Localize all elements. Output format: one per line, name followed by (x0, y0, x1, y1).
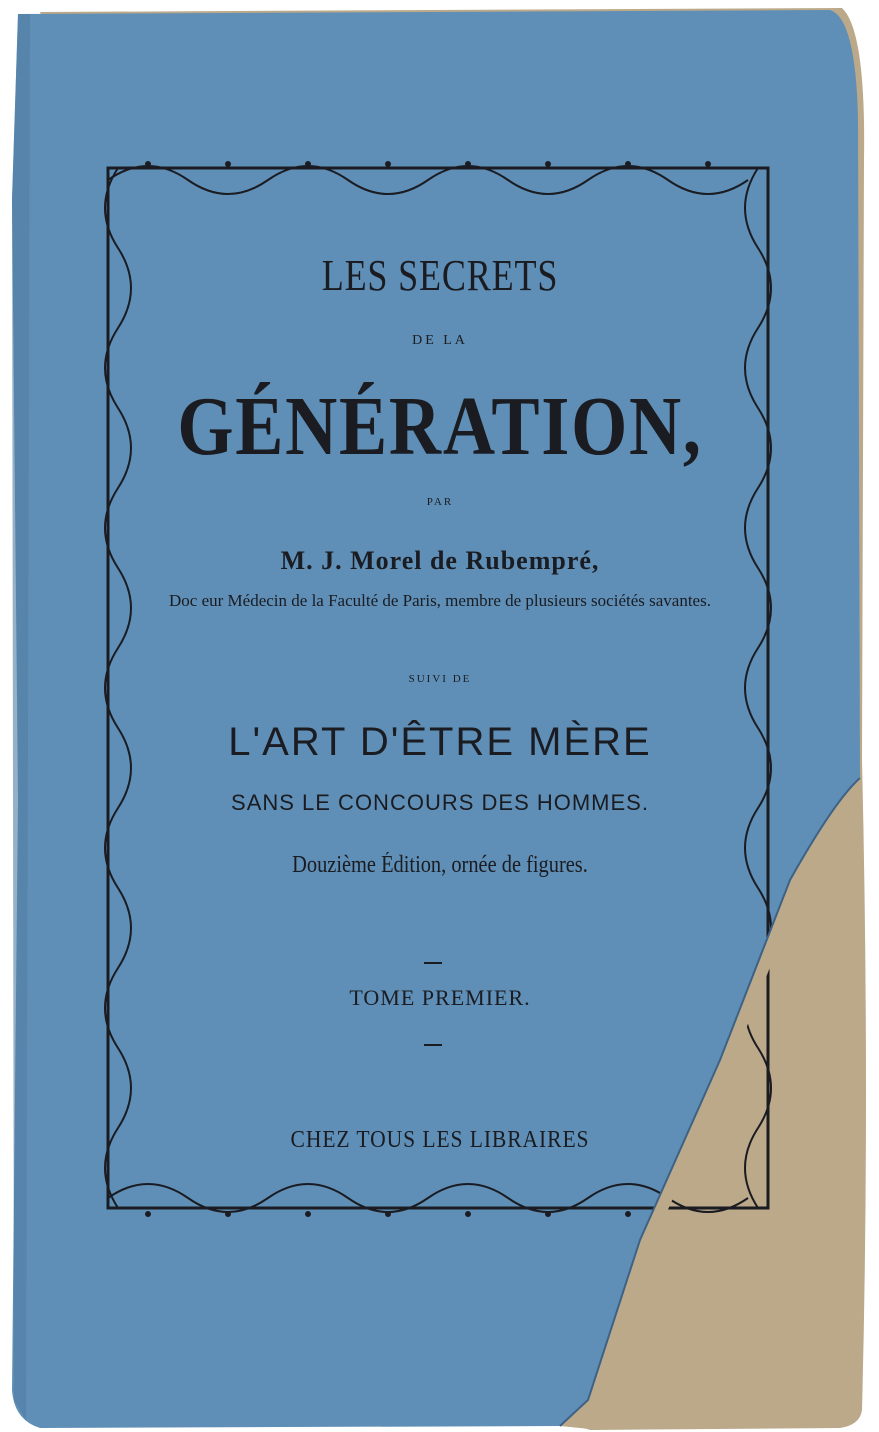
title-line-2: DE LA (412, 333, 468, 348)
volume-label: TOME PREMIER. (349, 985, 531, 1010)
subtitle: L'ART D'ÊTRE MÈRE (228, 720, 652, 764)
suivi-label: SUIVI DE (408, 673, 472, 685)
title-line-1: LES SECRETS (321, 251, 559, 300)
edition-note: Douzième Édition, ornée de figures. (292, 852, 588, 878)
author-name: M. J. Morel de Rubempré, (280, 546, 600, 575)
subtitle-line-2: SANS LE CONCOURS DES HOMMES. (231, 790, 649, 815)
publisher-line: CHEZ TOUS LES LIBRAIRES (290, 1127, 590, 1153)
divider-top (424, 962, 442, 964)
divider-bottom (424, 1044, 442, 1046)
main-title: GÉNÉRATION, (177, 380, 703, 473)
par-label: PAR (426, 496, 454, 508)
author-qualifications: Doc eur Médecin de la Faculté de Paris, membre de plusieurs sociétés savantes. (169, 591, 711, 610)
